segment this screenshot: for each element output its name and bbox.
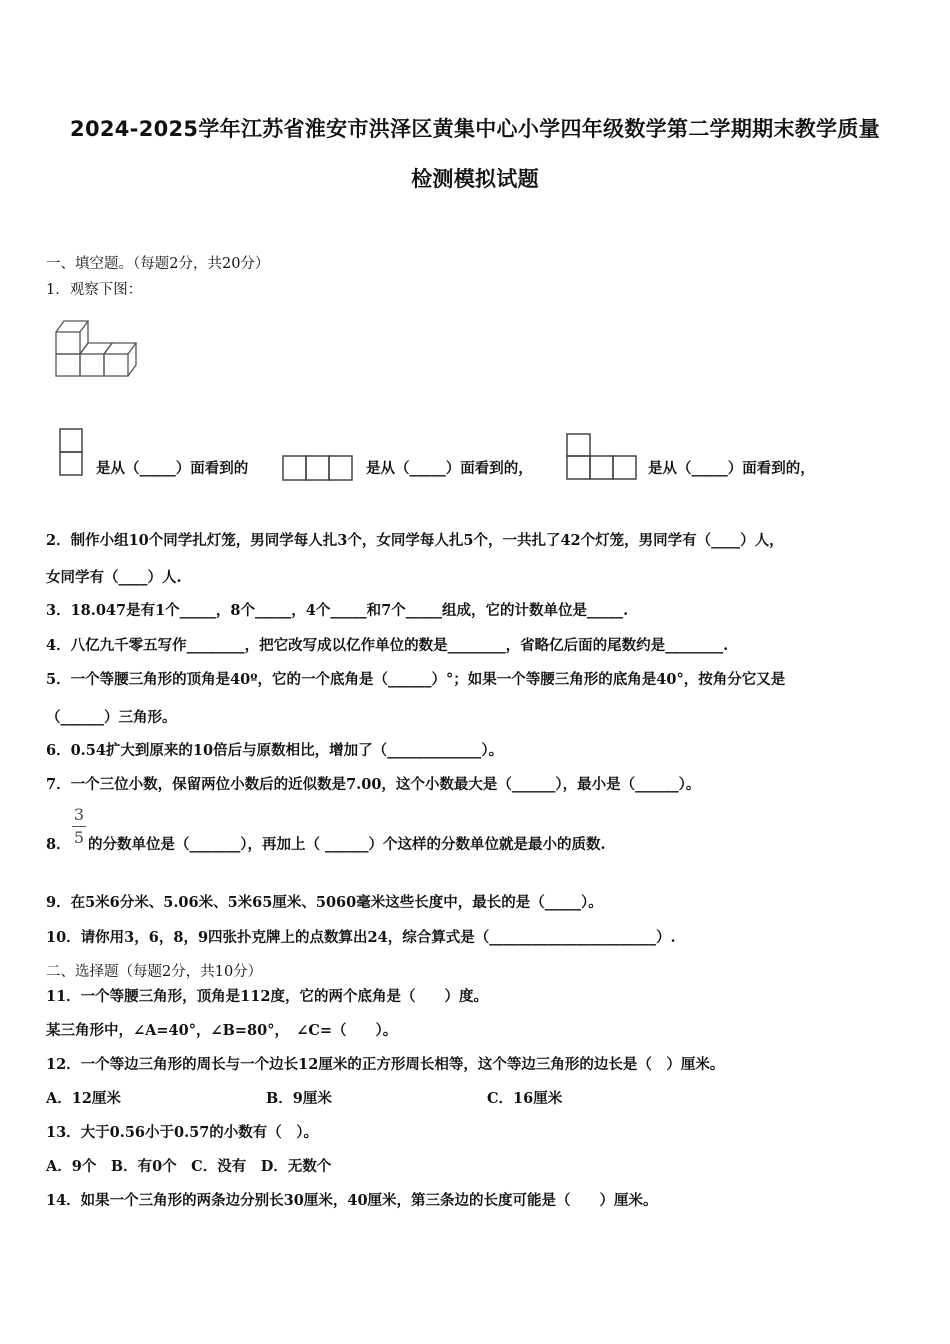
question-5-line-2: （______）三角形。	[46, 709, 177, 726]
fraction-denominator: 5	[73, 828, 85, 847]
question-1-stem: 1．观察下图：	[46, 282, 143, 298]
page-title-line2: 检测模拟试题	[411, 167, 539, 191]
question-12: 12．一个等边三角形的周长与一个边长12厘米的正方形周长相等，这个等边三角形的边长是（ ）厘米。	[46, 1056, 725, 1073]
view-figure-vertical	[58, 427, 86, 479]
fraction-numerator: 3	[73, 805, 85, 824]
question-1-caption-3: 是从（_____）面看到的，	[648, 460, 815, 477]
section-heading-fill-blank: 一、填空题。（每题2分，共20分）	[46, 256, 270, 272]
question-3: 3．18.047是有1个_____，8个_____，4个_____和7个_____组成，它的计数单位是_____.	[46, 602, 629, 619]
question-2-line-1: 2．制作小组10个同学扎灯笼，男同学每人扎3个，女同学每人扎5个，一共扎了42个灯笼，男同学有（____）人，	[46, 532, 784, 549]
question-12-option-a[interactable]: A．12厘米	[46, 1090, 121, 1107]
question-14: 14．如果一个三角形的两条边分别长30厘米，40厘米，第三条边的长度可能是（ ）厘米。	[46, 1192, 658, 1209]
question-4: 4．八亿九千零五写作________，把它改写成以亿作单位的数是________，省略亿后面的尾数约是________.	[46, 637, 729, 654]
question-2-line-2: 女同学有（____）人.	[46, 569, 182, 586]
question-1-caption-1: 是从（_____）面看到的	[96, 460, 249, 477]
fraction-bar	[72, 826, 86, 827]
question-8-number: 8．	[46, 836, 71, 853]
question-11-line-1: 11．一个等腰三角形，顶角是112度，它的两个底角是（ ）度。	[46, 988, 488, 1005]
section-heading-multiple-choice: 二、选择题（每题2分，共10分）	[46, 964, 263, 980]
question-12-option-b[interactable]: B．9厘米	[266, 1090, 332, 1107]
question-11-line-2: 某三角形中，∠A=40°，∠B=80°， ∠C=（ ）。	[46, 1022, 398, 1039]
question-13: 13．大于0.56小于0.57的小数有（ ）。	[46, 1124, 319, 1141]
fraction-three-fifths	[72, 805, 86, 848]
view-figure-row	[281, 454, 357, 484]
page-title-line1: 2024-2025学年江苏省淮安市洪泽区黄集中心小学四年级数学第二学期期末教学质量	[70, 117, 880, 141]
question-6: 6．0.54扩大到原来的10倍后与原数相比，增加了（_____________）。	[46, 742, 504, 759]
question-7: 7．一个三位小数，保留两位小数后的近似数是7.00，这个小数最大是（______），最小是（______）。	[46, 776, 701, 793]
cube-stack-figure	[52, 316, 138, 380]
view-figure-l-shape	[565, 432, 641, 482]
question-9: 9．在5米6分米、5.06米、5米65厘米、5060毫米这些长度中，最长的是（_____）。	[46, 894, 603, 911]
question-5-line-1: 5．一个等腰三角形的顶角是40º，它的一个底角是（______）°；如果一个等腰三角形的底角是40°，按角分它又是	[46, 671, 786, 688]
question-1-caption-2: 是从（_____）面看到的，	[366, 460, 533, 477]
question-12-option-c[interactable]: C．16厘米	[487, 1090, 563, 1107]
question-13-options[interactable]: A．9个 B．有0个 C．没有 D．无数个	[46, 1158, 332, 1175]
question-10: 10．请你用3，6，8，9四张扑克牌上的点数算出24，综合算式是（_______________________）.	[46, 929, 676, 946]
question-8-text: 的分数单位是（_______），再加上（ ______）个这样的分数单位就是最小的质数.	[88, 836, 606, 853]
